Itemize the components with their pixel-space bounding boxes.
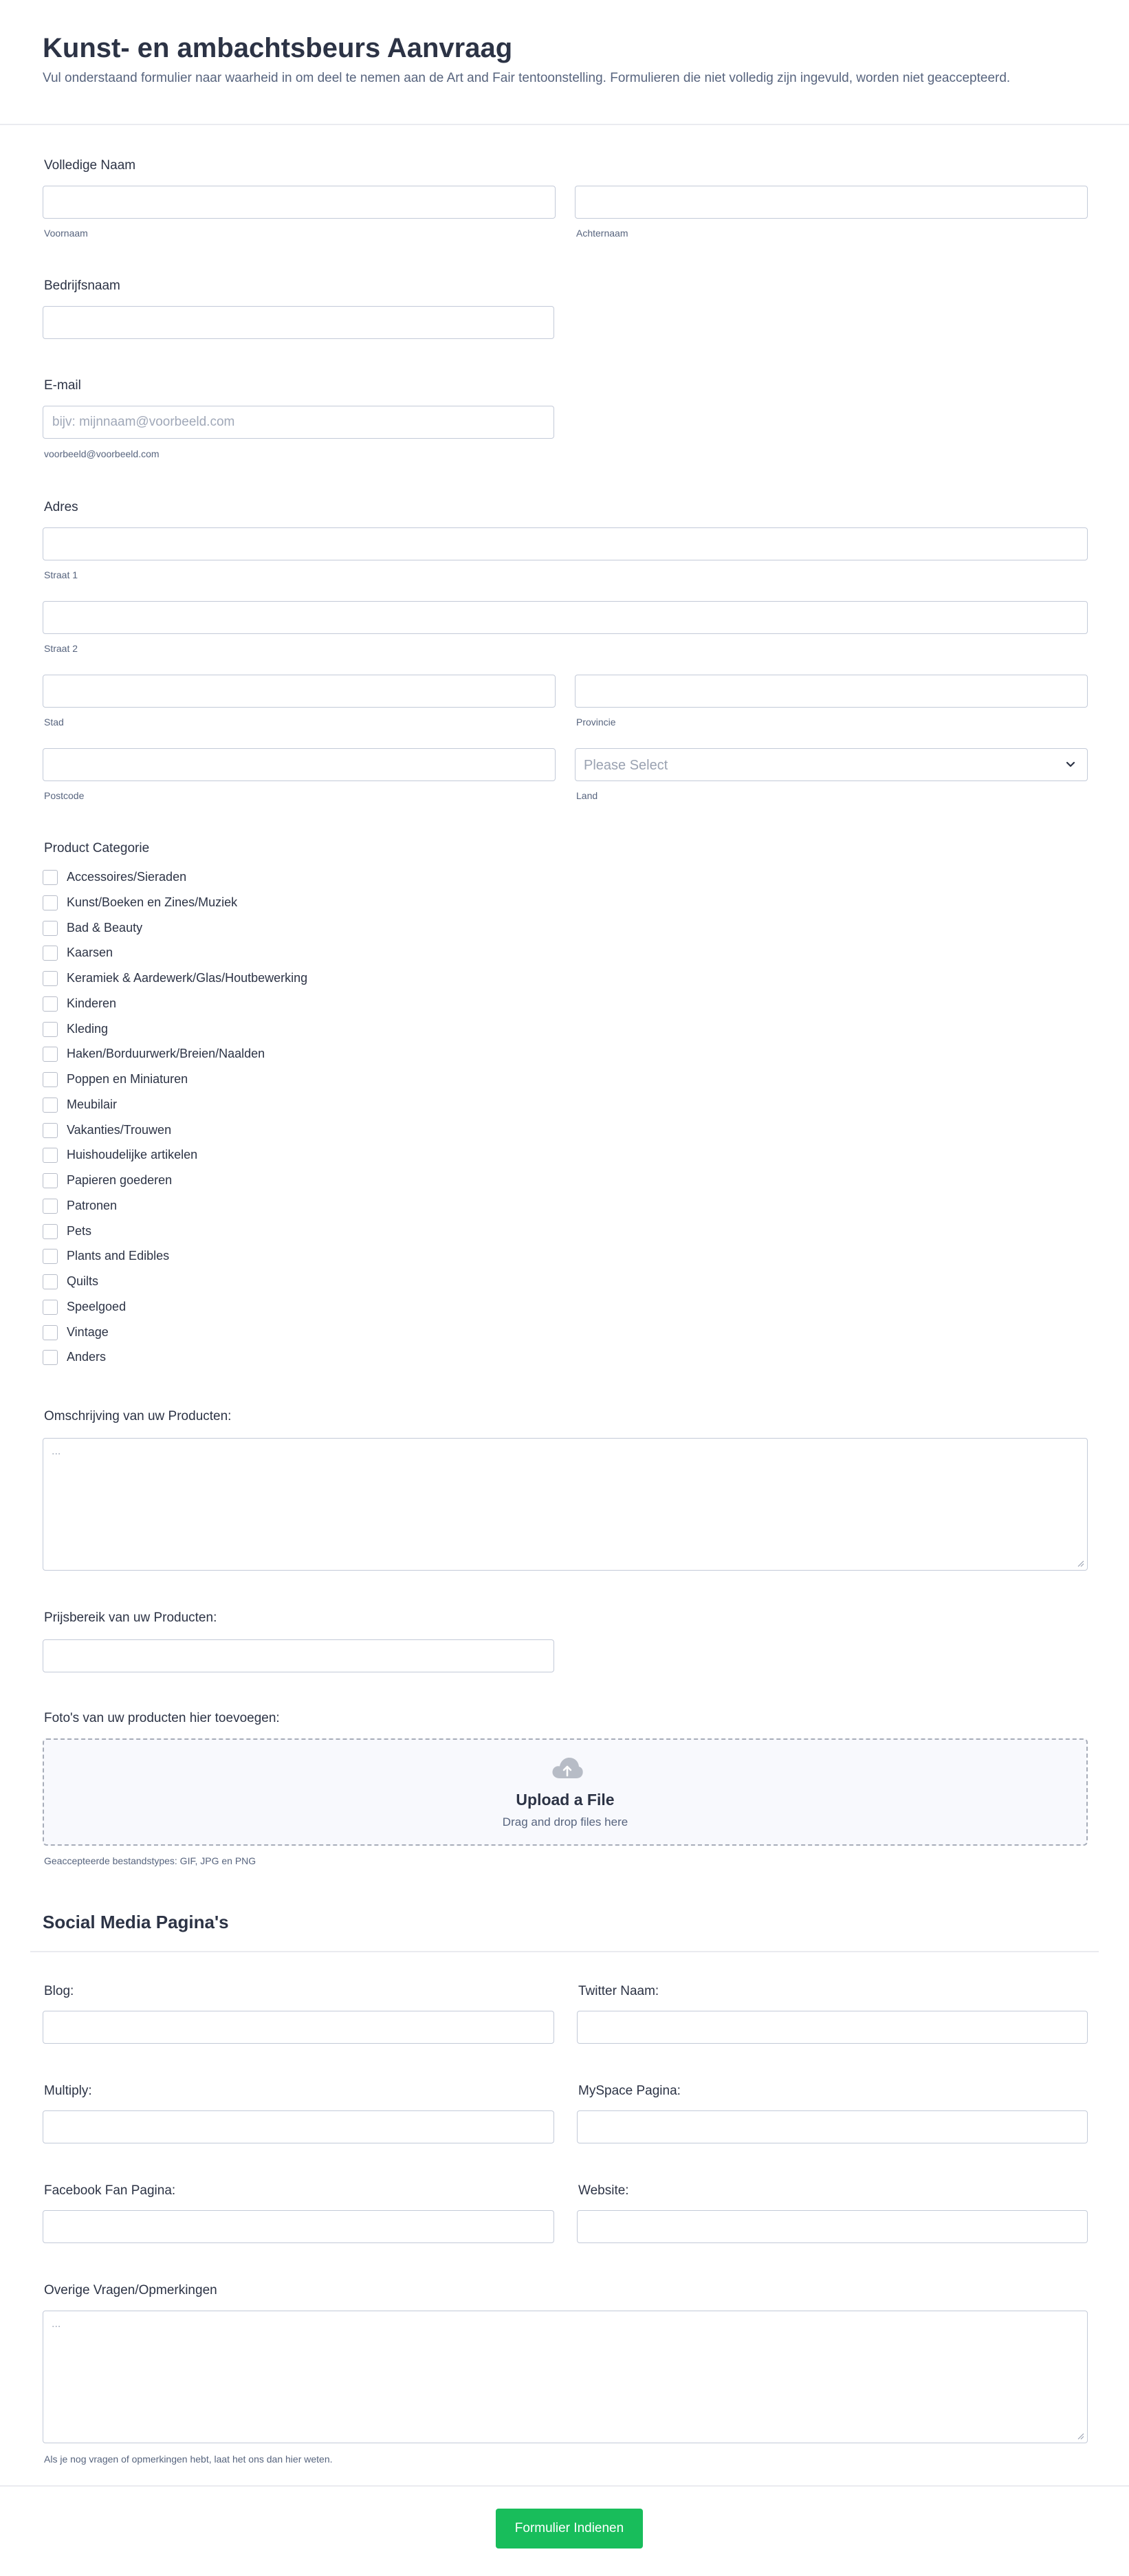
category-option-label: Huishoudelijke artikelen (67, 1148, 198, 1161)
product-category-label: Product Categorie (44, 841, 150, 855)
facebook-input[interactable] (43, 2210, 554, 2243)
twitter-input[interactable] (577, 2011, 1088, 2044)
category-option[interactable] (43, 1146, 524, 1166)
category-option-label: Patronen (67, 1199, 118, 1212)
remarks-sublabel: Als je nog vragen of opmerkingen hebt, laat het ons dan hier weten. (44, 2454, 333, 2465)
first-name-input[interactable] (43, 186, 556, 219)
city-sublabel: Stad (44, 717, 64, 728)
upload-subtitle: Drag and drop files here (502, 1815, 628, 1829)
checkbox[interactable] (43, 1350, 58, 1365)
cloud-upload-icon (551, 1756, 584, 1780)
myspace-input[interactable] (577, 2110, 1088, 2143)
category-option-label: Kunst/Boeken en Zines/Muziek (67, 895, 238, 909)
category-option[interactable] (43, 894, 524, 913)
category-option-label: Anders (67, 1350, 107, 1364)
category-option[interactable] (43, 919, 524, 939)
checkbox[interactable] (43, 1325, 58, 1340)
city-input[interactable] (43, 675, 556, 708)
checkbox[interactable] (43, 1022, 58, 1037)
category-option-label: Vintage (67, 1325, 109, 1339)
category-option-label: Pets (67, 1224, 92, 1238)
website-input[interactable] (577, 2210, 1088, 2243)
email-sublabel: voorbeeld@voorbeeld.com (44, 448, 160, 459)
price-range-label: Prijsbereik van uw Producten: (44, 1611, 217, 1625)
category-option[interactable] (43, 1273, 524, 1292)
description-label: Omschrijving van uw Producten: (44, 1409, 232, 1423)
checkbox[interactable] (43, 1224, 58, 1239)
website-label: Website: (578, 2183, 629, 2198)
country-select-value: Please Select (584, 758, 668, 773)
twitter-label: Twitter Naam: (578, 1984, 659, 1998)
remarks-label: Overige Vragen/Opmerkingen (44, 2283, 217, 2297)
address-label: Adres (44, 500, 78, 514)
myspace-label: MySpace Pagina: (578, 2084, 681, 2098)
checkbox[interactable] (43, 1047, 58, 1062)
province-input[interactable] (575, 675, 1088, 708)
first-name-sublabel: Voornaam (44, 228, 88, 239)
category-option[interactable] (43, 1122, 524, 1141)
category-option-label: Kaarsen (67, 946, 113, 959)
multiply-input[interactable] (43, 2110, 554, 2143)
company-label: Bedrijfsnaam (44, 279, 120, 293)
multiply-label: Multiply: (44, 2084, 92, 2098)
category-option[interactable] (43, 1247, 524, 1267)
form-title: Kunst- en ambachtsbeurs Aanvraag (43, 33, 513, 63)
category-option[interactable] (43, 1172, 524, 1191)
checkbox[interactable] (43, 1072, 58, 1087)
category-option-label: Plants and Edibles (67, 1249, 170, 1263)
section-divider (30, 1951, 1099, 1952)
social-section-title: Social Media Pagina's (43, 1912, 229, 1932)
category-option[interactable] (43, 995, 524, 1014)
category-option[interactable] (43, 1045, 524, 1065)
checkbox[interactable] (43, 996, 58, 1012)
country-sublabel: Land (576, 790, 598, 801)
remarks-textarea[interactable] (43, 2311, 1088, 2443)
form-header (0, 0, 1129, 125)
category-option-label: Kleding (67, 1022, 109, 1036)
description-textarea[interactable] (43, 1438, 1088, 1571)
category-option[interactable] (43, 869, 524, 888)
category-option-label: Meubilair (67, 1098, 118, 1111)
full-name-label: Volledige Naam (44, 158, 136, 173)
resize-grip-icon[interactable] (1076, 2432, 1084, 2440)
category-option-label: Poppen en Miniaturen (67, 1072, 188, 1086)
last-name-input[interactable] (575, 186, 1088, 219)
resize-grip-icon[interactable] (1076, 1559, 1084, 1567)
price-range-input[interactable] (43, 1639, 554, 1672)
email-input[interactable] (43, 406, 554, 439)
checkbox[interactable] (43, 1300, 58, 1315)
checkbox[interactable] (43, 946, 58, 961)
category-option-label: Haken/Borduurwerk/Breien/Naalden (67, 1047, 265, 1060)
checkbox[interactable] (43, 1148, 58, 1163)
checkbox[interactable] (43, 1098, 58, 1113)
category-option-label: Kinderen (67, 996, 117, 1010)
checkbox[interactable] (43, 870, 58, 885)
category-option[interactable] (43, 1349, 524, 1368)
checkbox[interactable] (43, 1249, 58, 1264)
street1-input[interactable] (43, 527, 1088, 560)
checkbox[interactable] (43, 1173, 58, 1188)
chevron-down-icon (1064, 757, 1077, 771)
form-description: Vul onderstaand formulier naar waarheid in om deel te nemen aan de Art and Fair tentoonstelling. Formulieren die niet volledig zijn ingevuld, worden niet geaccepteerd. (43, 71, 1011, 85)
upload-title: Upload a File (516, 1791, 615, 1809)
email-label: E-mail (44, 378, 81, 393)
postcode-input[interactable] (43, 748, 556, 781)
category-option-label: Speelgoed (67, 1300, 127, 1313)
footer-divider (0, 2485, 1129, 2487)
category-option[interactable] (43, 970, 524, 989)
category-option-label: Vakanties/Trouwen (67, 1123, 172, 1137)
category-option[interactable] (43, 1096, 524, 1115)
category-option[interactable] (43, 1298, 524, 1318)
submit-button[interactable]: Formulier Indienen (496, 2509, 643, 2548)
checkbox[interactable] (43, 921, 58, 936)
file-upload-dropzone[interactable] (43, 1738, 1088, 1846)
category-option-label: Quilts (67, 1274, 99, 1288)
category-option-label: Papieren goederen (67, 1173, 173, 1187)
category-option[interactable] (43, 944, 524, 963)
province-sublabel: Provincie (576, 717, 616, 728)
category-option[interactable] (43, 1020, 524, 1040)
category-option-label: Bad & Beauty (67, 921, 143, 935)
postcode-sublabel: Postcode (44, 790, 85, 801)
company-input[interactable] (43, 306, 554, 339)
category-option-label: Accessoires/Sieraden (67, 870, 187, 884)
last-name-sublabel: Achternaam (576, 228, 628, 239)
checkbox[interactable] (43, 1274, 58, 1289)
blog-label: Blog: (44, 1984, 74, 1998)
country-select[interactable] (575, 748, 1088, 781)
street2-input[interactable] (43, 601, 1088, 634)
category-option-label: Keramiek & Aardewerk/Glas/Houtbewerking (67, 971, 308, 985)
facebook-label: Facebook Fan Pagina: (44, 2183, 176, 2198)
checkbox[interactable] (43, 895, 58, 910)
category-option[interactable] (43, 1197, 524, 1216)
photos-label: Foto's van uw producten hier toevoegen: (44, 1711, 280, 1725)
category-option[interactable] (43, 1071, 524, 1090)
category-option[interactable] (43, 1223, 524, 1242)
street2-sublabel: Straat 2 (44, 643, 78, 654)
checkbox[interactable] (43, 971, 58, 986)
blog-input[interactable] (43, 2011, 554, 2044)
category-option[interactable] (43, 1324, 524, 1343)
checkbox[interactable] (43, 1199, 58, 1214)
photos-sublabel: Geaccepteerde bestandstypes: GIF, JPG en PNG (44, 1855, 256, 1866)
street1-sublabel: Straat 1 (44, 569, 78, 580)
checkbox[interactable] (43, 1123, 58, 1138)
